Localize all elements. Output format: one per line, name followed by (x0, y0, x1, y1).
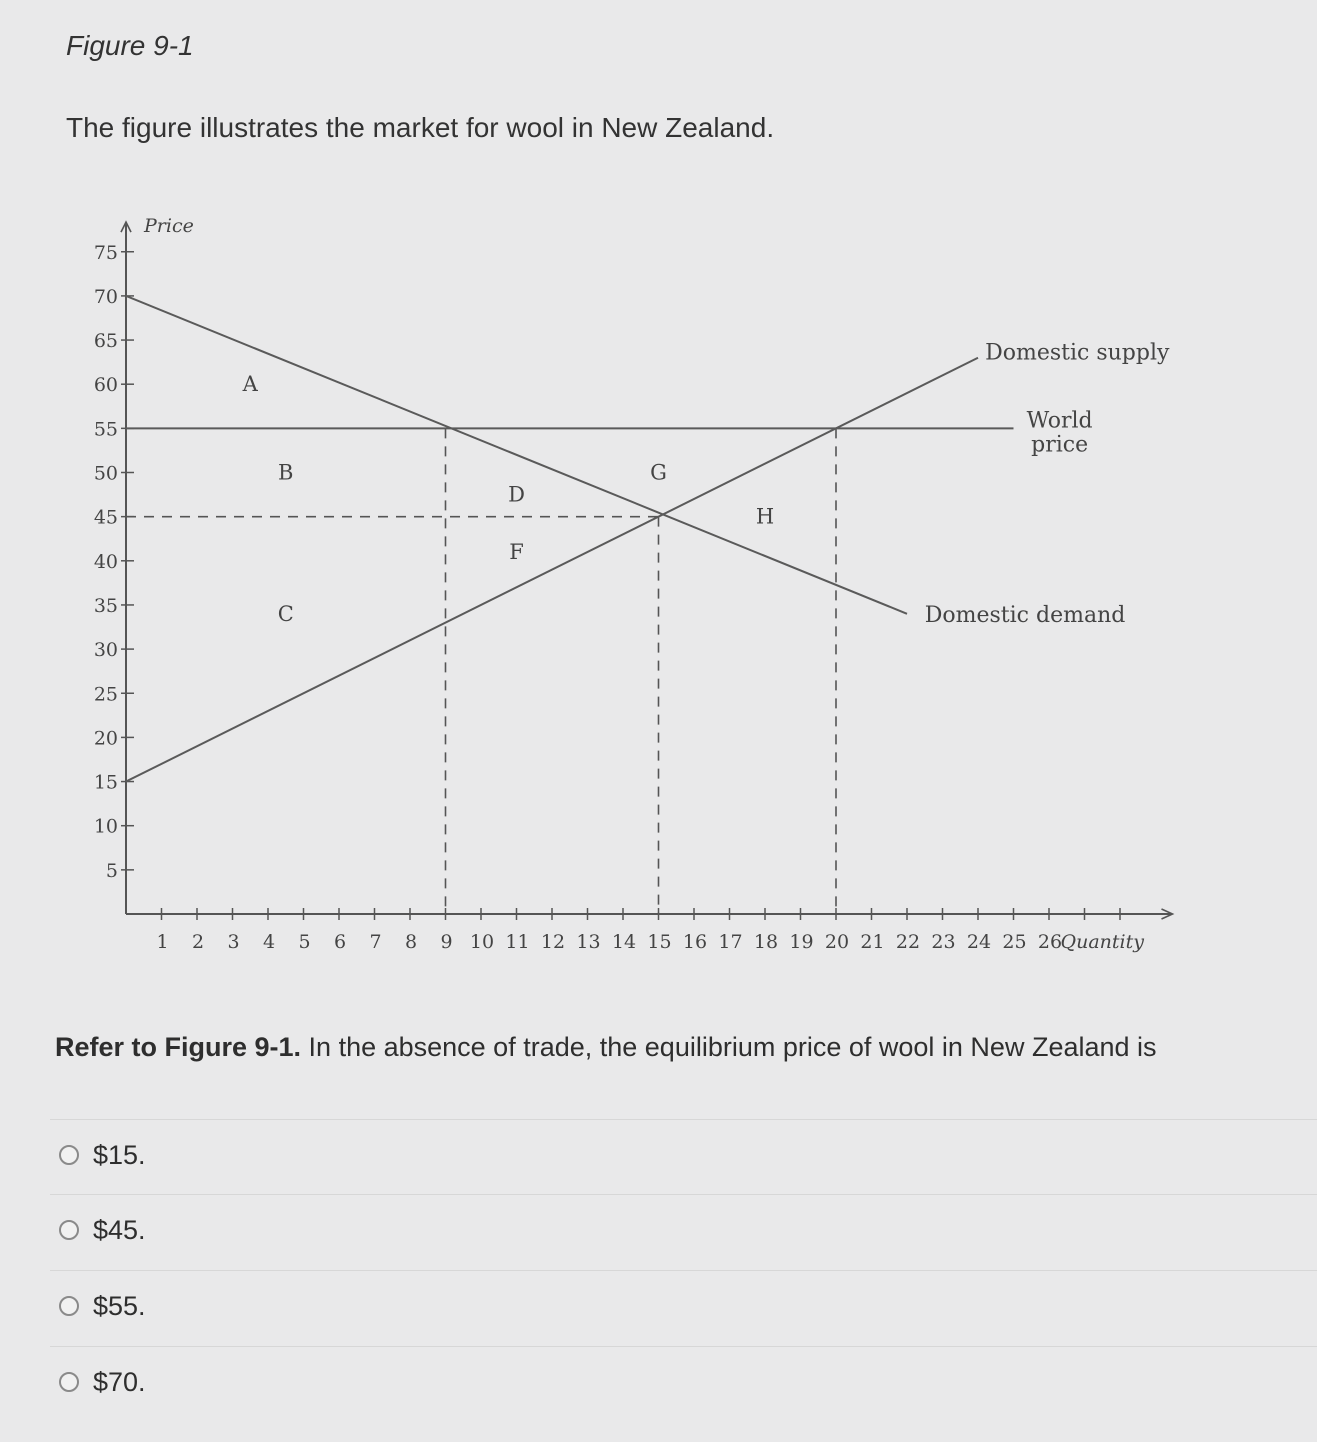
x-tick-label: 2 (191, 931, 205, 953)
domestic-supply-line (126, 358, 978, 782)
y-tick-label: 10 (93, 815, 118, 838)
y-tick-label: 70 (93, 285, 118, 308)
x-tick-label: 1 (156, 931, 169, 953)
y-tick-label: 65 (93, 330, 118, 353)
option-label: $45. (93, 1214, 146, 1245)
series-label-price: price (1031, 432, 1089, 458)
x-tick-label: 7 (369, 931, 382, 953)
x-tick-label: 4 (262, 931, 276, 953)
x-tick-label: 19 (789, 931, 814, 953)
radio-button[interactable] (59, 1372, 79, 1392)
series-label-world: World (1026, 408, 1093, 434)
x-tick-label: 15 (647, 931, 672, 953)
y-tick-label: 15 (93, 771, 118, 794)
figure-title: Figure 9-1 (66, 30, 194, 61)
x-tick-label: 10 (469, 931, 495, 953)
x-tick-label: 20 (824, 931, 850, 953)
x-tick-label: 11 (505, 931, 530, 953)
region-label-f: F (509, 539, 524, 564)
x-tick-label: 18 (753, 931, 779, 953)
option-row[interactable] (50, 1346, 1317, 1417)
region-label-d: D (508, 482, 525, 507)
series-label-domestic-demand: Domestic demand (924, 602, 1126, 628)
y-tick-label: 35 (93, 594, 118, 617)
figure-description: The figure illustrates the market for wool in New Zealand. (66, 112, 775, 143)
x-tick-label: 22 (895, 931, 921, 953)
x-tick-label: 14 (611, 931, 637, 953)
x-tick-label: 26 (1037, 931, 1063, 953)
radio-button[interactable] (59, 1220, 79, 1240)
x-tick-label: 12 (540, 931, 566, 953)
x-tick-label: 13 (576, 931, 601, 953)
series-label-domestic-supply: Domestic supply (985, 340, 1170, 366)
option-row[interactable] (50, 1119, 1317, 1190)
x-tick-label: 8 (404, 931, 418, 953)
y-tick-label: 45 (93, 506, 118, 529)
question-text (55, 1032, 1157, 1063)
question-figure-ref: Refer to Figure 9-1. (55, 1032, 302, 1062)
option-label: $55. (93, 1290, 146, 1321)
x-tick-label: 24 (966, 931, 992, 953)
x-tick-label: 3 (227, 931, 240, 953)
region-label-g: G (650, 460, 667, 485)
question-body: In the absence of trade, the equilibrium price of wool in New Zealand is (301, 1032, 1157, 1062)
x-tick-label: 21 (860, 931, 885, 953)
y-tick-label: 5 (105, 859, 118, 882)
x-tick-label: 25 (1002, 931, 1027, 953)
x-axis-label: Quantity (1060, 931, 1144, 953)
y-tick-label: 30 (93, 639, 118, 662)
x-tick-label: 17 (718, 931, 743, 953)
region-label-b: B (278, 460, 294, 485)
radio-button[interactable] (59, 1145, 79, 1165)
x-tick-label: 5 (298, 931, 311, 953)
y-tick-label: 40 (93, 550, 118, 573)
option-row[interactable] (50, 1270, 1317, 1341)
domestic-demand-line (126, 296, 907, 614)
x-tick-label: 16 (682, 931, 708, 953)
y-tick-label: 55 (93, 418, 118, 441)
y-tick-label: 50 (93, 462, 118, 485)
y-tick-label: 60 (93, 374, 118, 397)
y-tick-label: 20 (93, 727, 118, 750)
option-label: $15. (93, 1139, 146, 1170)
option-row[interactable] (50, 1194, 1317, 1265)
y-tick-label: 25 (93, 683, 118, 706)
x-tick-label: 6 (333, 931, 347, 953)
y-tick-label: 75 (93, 241, 118, 264)
region-label-h: H (755, 504, 775, 529)
radio-button[interactable] (59, 1296, 79, 1316)
y-axis-label: Price (144, 215, 194, 238)
x-tick-label: 9 (440, 931, 453, 953)
region-label-c: C (277, 601, 294, 626)
option-label: $70. (93, 1366, 146, 1397)
region-label-a: A (242, 372, 258, 397)
x-tick-label: 23 (931, 931, 956, 953)
